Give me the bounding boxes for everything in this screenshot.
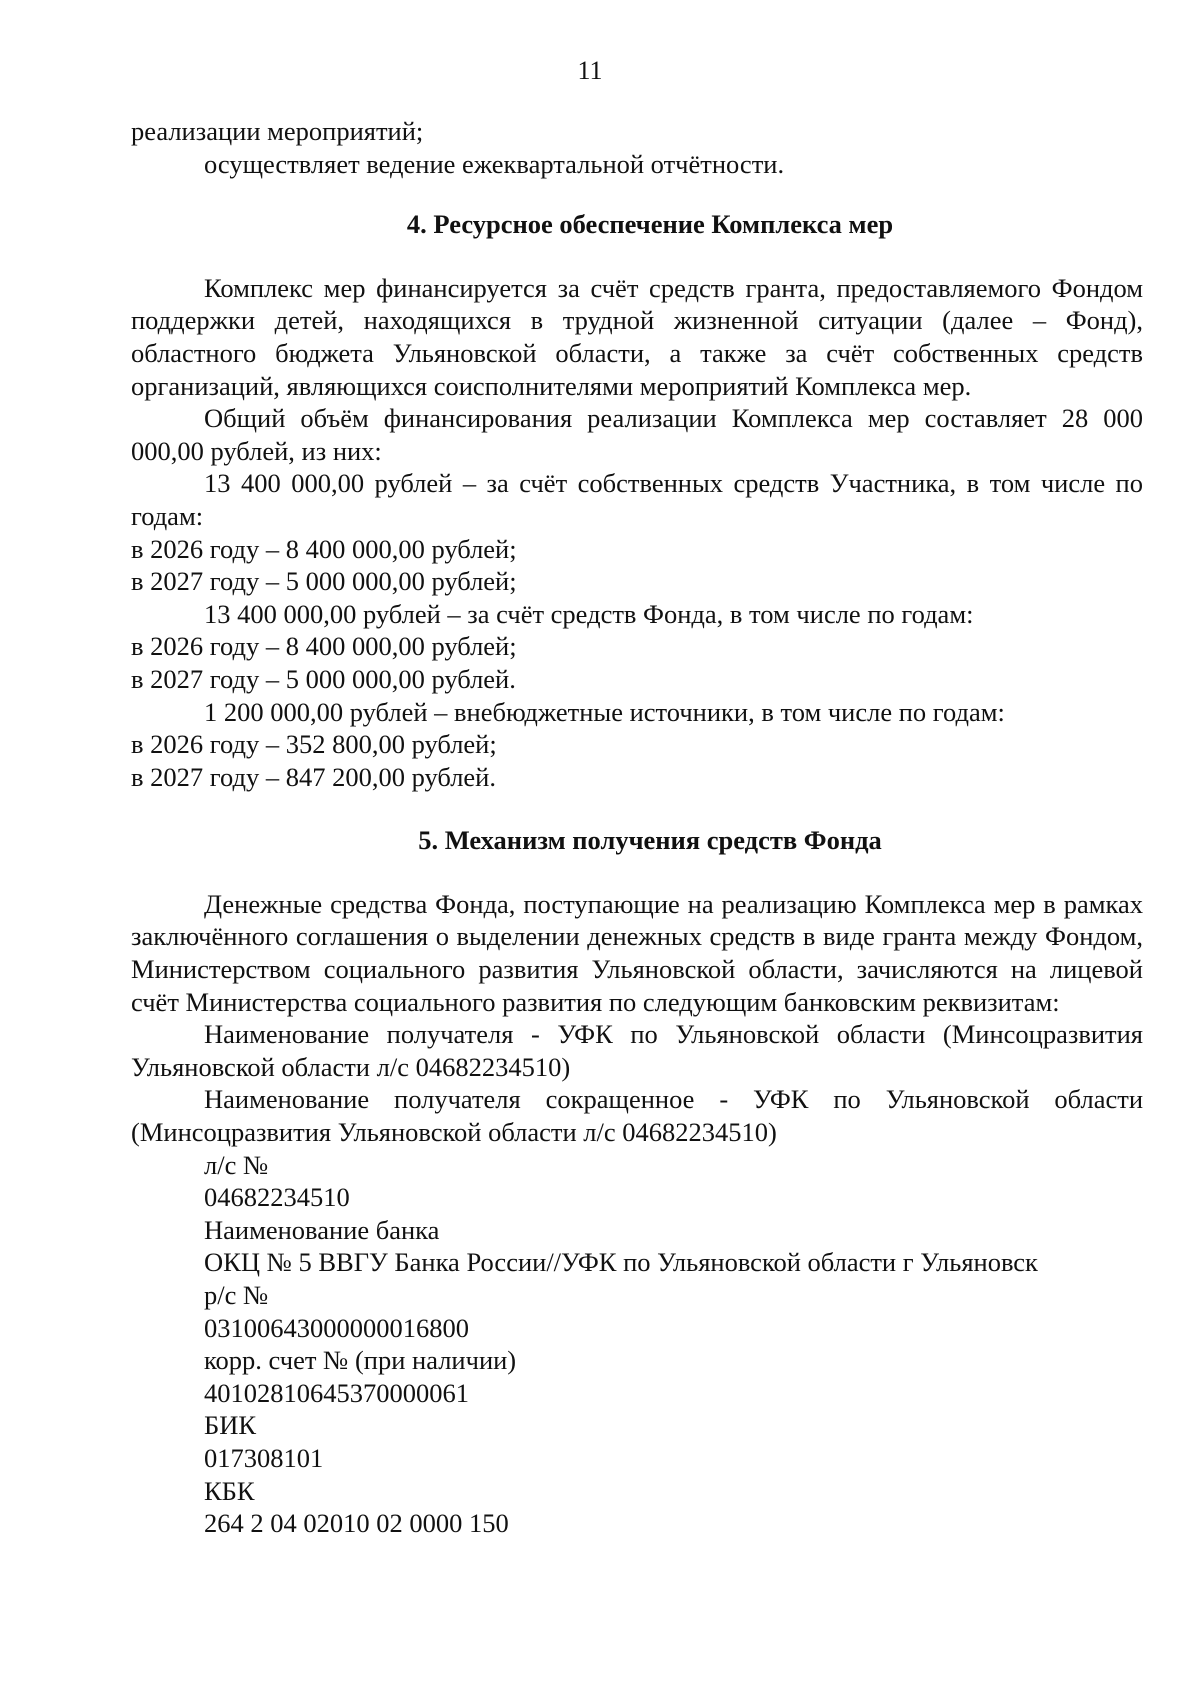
section-4-heading: 4. Ресурсное обеспечение Комплекса мер [406,209,894,240]
requisite-corr-value: 40102810645370000061 [204,1377,469,1408]
requisite-settlement-label: р/с № [204,1280,269,1310]
section-4-paragraph-2: Общий объём финансирования реализации Комплекса мер составляет 28 000 000,00 рублей, из них: [131,403,1143,466]
requisite-bik-label: БИК [204,1410,257,1441]
requisite-bik-value: 017308101 [204,1442,324,1473]
section-4-p4-year-2027: в 2027 году – 5 000 000,00 рублей. [131,663,516,694]
section-4-p3-year-2027: в 2027 году – 5 000 000,00 рублей; [131,566,517,597]
recipient-short-name: Наименование получателя сокращенное - УФК по Ульяновской области (Минсоцразвития Ульяновской области л/с 04682234510) [131,1084,1143,1148]
requisite-account-value: 04682234510 [204,1182,350,1213]
section-4-p5-year-2027: в 2027 году – 847 200,00 рублей. [131,761,496,792]
section-4-paragraph-1: Комплекс мер финансируется за счёт средств гранта, предоставляемого Фондом поддержки детей, находящихся в трудной жизненной ситуации (далее – Фонд), областного бюджета Ульяновской области, а также за счёт собственных средств организаций, являющихся соисполнителями мероприятий Комплекса мер. [131,272,1143,401]
requisite-corr-label: корр. счет № (при наличии) [204,1345,517,1376]
section-4-paragraph-5: 1 200 000,00 рублей – внебюджетные источники, в том числе по годам: [204,696,1005,727]
requisite-settlement-value: 03100643000000016800 [204,1312,469,1343]
section-5-paragraph-1: Денежные средства Фонда, поступающие на реализацию Комплекса мер в рамках заключённого соглашения о выделении денежных средств в виде гранта между Фондом, Министерством социального развития Ульяновской области, зачисляются на лицевой счёт Министерства социального развития по следующим банковским реквизитам: [131,888,1143,1017]
section-5-heading: 5. Механизм получения средств Фонда [418,825,882,856]
section-4-p3-year-2026: в 2026 году – 8 400 000,00 рублей; [131,533,517,564]
document-body [131,115,1143,1540]
requisite-bank-value: ОКЦ № 5 ВВГУ Банка России//УФК по Ульяновской области г Ульяновск [204,1247,1038,1278]
requisite-kbk-label: КБК [204,1475,255,1506]
recipient-name: Наименование получателя - УФК по Ульяновской области (Минсоцразвития Ульяновской области л/с 04682234510) [131,1019,1143,1082]
section-4-p5-year-2026: в 2026 году – 352 800,00 рублей; [131,729,497,760]
intro-line-2: осуществляет ведение ежеквартальной отчётности. [204,148,785,179]
requisite-account-label: л/с № [204,1149,269,1180]
intro-line-1: реализации мероприятий; [131,116,424,146]
section-4-paragraph-4: 13 400 000,00 рублей – за счёт средств Фонда, в том числе по годам: [204,598,974,629]
section-4-paragraph-3: 13 400 000,00 рублей – за счёт собственных средств Участника, в том числе по годам: [131,468,1143,531]
requisite-kbk-value: 264 2 04 02010 02 0000 150 [204,1508,509,1539]
page-number: 11 [577,56,603,85]
requisite-bank-label: Наименование банка [204,1214,440,1245]
section-4-p4-year-2026: в 2026 году – 8 400 000,00 рублей; [131,631,517,662]
